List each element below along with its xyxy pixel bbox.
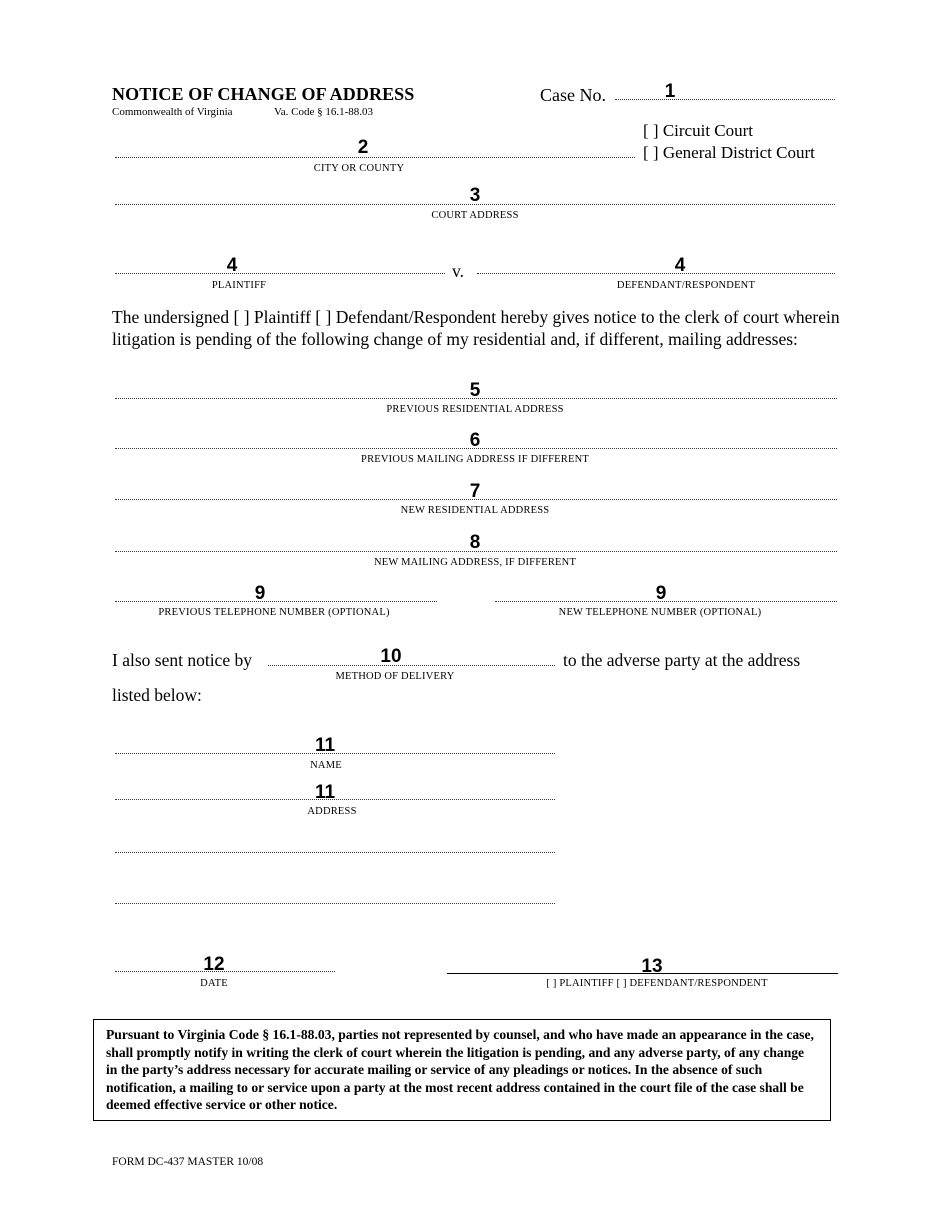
city-or-county-field[interactable]	[115, 157, 635, 158]
field-marker-10: 10	[380, 646, 402, 667]
field-marker-6: 6	[469, 430, 481, 451]
circuit-court-checkbox[interactable]: [ ] Circuit Court	[643, 121, 754, 140]
date-field[interactable]	[115, 971, 335, 972]
field-marker-3: 3	[469, 185, 481, 206]
previous-telephone-field[interactable]	[115, 601, 437, 602]
method-of-delivery-field[interactable]	[268, 665, 555, 666]
adverse-party-address-line-3[interactable]	[115, 903, 555, 904]
field-marker-8: 8	[469, 532, 481, 553]
form-title: NOTICE OF CHANGE OF ADDRESS	[112, 84, 415, 104]
field-marker-11-name: 11	[314, 735, 336, 756]
field-marker-1: 1	[664, 81, 676, 102]
date-label: DATE	[200, 978, 228, 989]
field-marker-4-defendant: 4	[674, 255, 686, 276]
new-residential-address-label: NEW RESIDENTIAL ADDRESS	[400, 505, 550, 516]
name-label: NAME	[310, 760, 342, 771]
court-address-label: COURT ADDRESS	[431, 210, 519, 221]
form-number-footer: FORM DC-437 MASTER 10/08	[112, 1156, 264, 1168]
case-number-label: Case No.	[540, 85, 606, 105]
case-number-field[interactable]	[615, 99, 835, 100]
field-marker-12: 12	[203, 954, 225, 975]
plaintiff-field[interactable]	[115, 273, 445, 274]
field-marker-9-new: 9	[655, 583, 667, 604]
plaintiff-label: PLAINTIFF	[211, 280, 267, 291]
field-marker-13: 13	[641, 956, 663, 977]
city-or-county-label: CITY OR COUNTY	[313, 163, 405, 174]
field-marker-7: 7	[469, 481, 481, 502]
undersigned-paragraph: The undersigned [ ] Plaintiff [ ] Defendant/Respondent hereby gives notice to the clerk of court wherein litigation is pending of the following change of my residential and, if different, mailing addresses:	[112, 307, 840, 349]
versus-label: v.	[452, 261, 464, 281]
field-marker-5: 5	[469, 380, 481, 401]
address-label: ADDRESS	[307, 806, 357, 817]
also-sent-suffix: to the adverse party at the address	[563, 650, 801, 670]
previous-telephone-label: PREVIOUS TELEPHONE NUMBER (OPTIONAL)	[158, 607, 390, 618]
statutory-notice-box: Pursuant to Virginia Code § 16.1-88.03, parties not represented by counsel, and who have made an appearance in the case, shall promptly notify in writing the clerk of court wherein the litigation is pending, and any adverse party, of any change in the party’s address necessary for accurate mailing or service of any pleadings or notices. In the absence of such notification, a mailing to or service upon a party at the most recent address contained in the court file of the case shall be deemed effective service or other notice.	[93, 1019, 831, 1121]
field-marker-9-previous: 9	[254, 583, 266, 604]
new-mailing-address-label: NEW MAILING ADDRESS, IF DIFFERENT	[373, 557, 577, 568]
signer-role-label: [ ] PLAINTIFF [ ] DEFENDANT/RESPONDENT	[546, 978, 768, 989]
field-marker-4-plaintiff: 4	[226, 255, 238, 276]
va-code-label: Va. Code § 16.1-88.03	[274, 106, 373, 118]
previous-residential-address-label: PREVIOUS RESIDENTIAL ADDRESS	[386, 404, 564, 415]
commonwealth-label: Commonwealth of Virginia	[112, 106, 233, 118]
previous-mailing-address-label: PREVIOUS MAILING ADDRESS IF DIFFERENT	[361, 454, 589, 465]
defendant-field[interactable]	[477, 273, 835, 274]
field-marker-11-address: 11	[314, 782, 336, 803]
also-sent-prefix: I also sent notice by	[112, 650, 252, 670]
defendant-label: DEFENDANT/RESPONDENT	[616, 280, 756, 291]
general-district-court-checkbox[interactable]: [ ] General District Court	[643, 143, 815, 162]
new-telephone-label: NEW TELEPHONE NUMBER (OPTIONAL)	[558, 607, 762, 618]
adverse-party-address-line-2[interactable]	[115, 852, 555, 853]
listed-below-text: listed below:	[112, 685, 202, 705]
method-of-delivery-label: METHOD OF DELIVERY	[335, 671, 455, 682]
field-marker-2: 2	[357, 137, 369, 158]
